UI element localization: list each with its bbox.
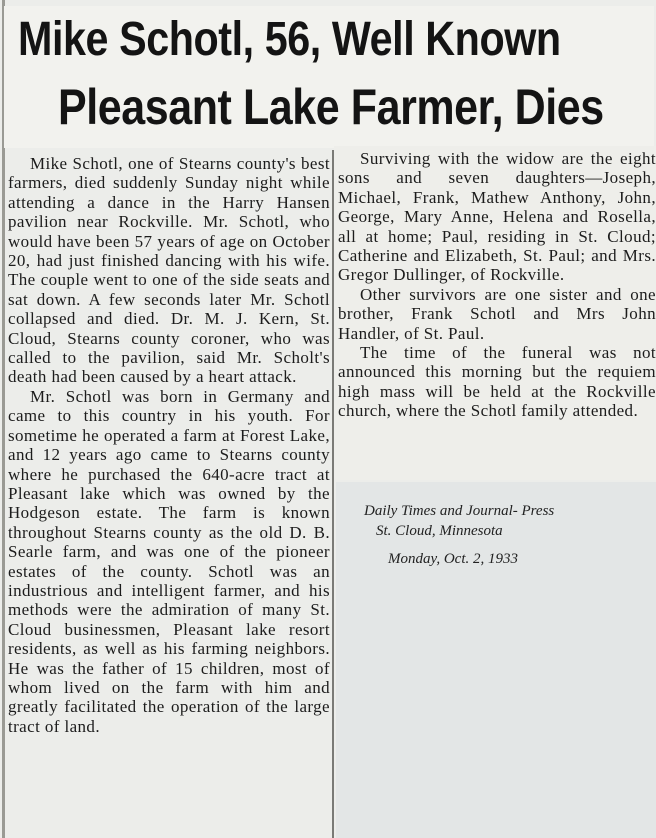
article-paragraph: The time of the funeral was not announced this morning but the requiem high mass will be held at the Rockville church, where the Schotl family attended. <box>338 343 656 421</box>
article-paragraph: Other survivors are one sister and one brother, Frank Schotl and Mrs John Handler, of St. Paul. <box>338 284 656 343</box>
caption-date: Monday, Oct. 2, 1933 <box>388 551 518 567</box>
article-paragraph: Mr. Schotl was born in Germany and came to this country in his youth. For sometime he operated a farm at Forest Lake, and 12 years ago came to Stearns county where he purchased the 640-acre tract at Pleasant lake which was owned by the Hodgeson estate. The farm is known throughout Stearns county as the old D. B. Searle farm, and was one of the pioneer estates of the county. Schotl was an industrious and intelligent farmer, and his methods were the admiration of many St. Cloud businessmen, Pleasant lake resort residents, as well as his farming neighbors. He was the father of 15 children, most of whom lived on the farm with him and greatly facilitated the operation of the large tract of land. <box>8 386 330 736</box>
headline <box>4 6 654 148</box>
caption-newspaper: Daily Times and Journal- Press <box>364 503 555 519</box>
article-column-left <box>8 154 330 736</box>
headline-line-2: Pleasant Lake Farmer, Dies <box>58 79 604 135</box>
source-caption <box>336 482 656 838</box>
caption-location: St. Cloud, Minnesota <box>376 523 503 539</box>
headline-line-1: Mike Schotl, 56, Well Known <box>18 13 561 66</box>
article-column-right <box>338 149 656 421</box>
article-paragraph: Mike Schotl, one of Stearns county's best farmers, died suddenly Sunday night while attending a dance in the Harry Hansen pavilion near Rockville. Mr. Schotl, who would have been 57 years of age on October 20, had just finished dancing with his wife. The couple went to one of the side seats and sat down. A few seconds later Mr. Schotl collapsed and died. Dr. M. J. Kern, St. Cloud, Stearns county coroner, who was called to the pavilion, said Mr. Scholt's death had been caused by a heart attack. <box>8 154 330 387</box>
article-paragraph: Surviving with the widow are the eight sons and seven daughters—Joseph, Michael, Frank, Mathew Anthony, John, George, Mary Anne, Helena and Rosella, all at home; Paul, residing in St. Cloud; Catherine and Elizabeth, St. Paul; and Mrs. Gregor Dullinger, of Rockville. <box>338 149 656 285</box>
